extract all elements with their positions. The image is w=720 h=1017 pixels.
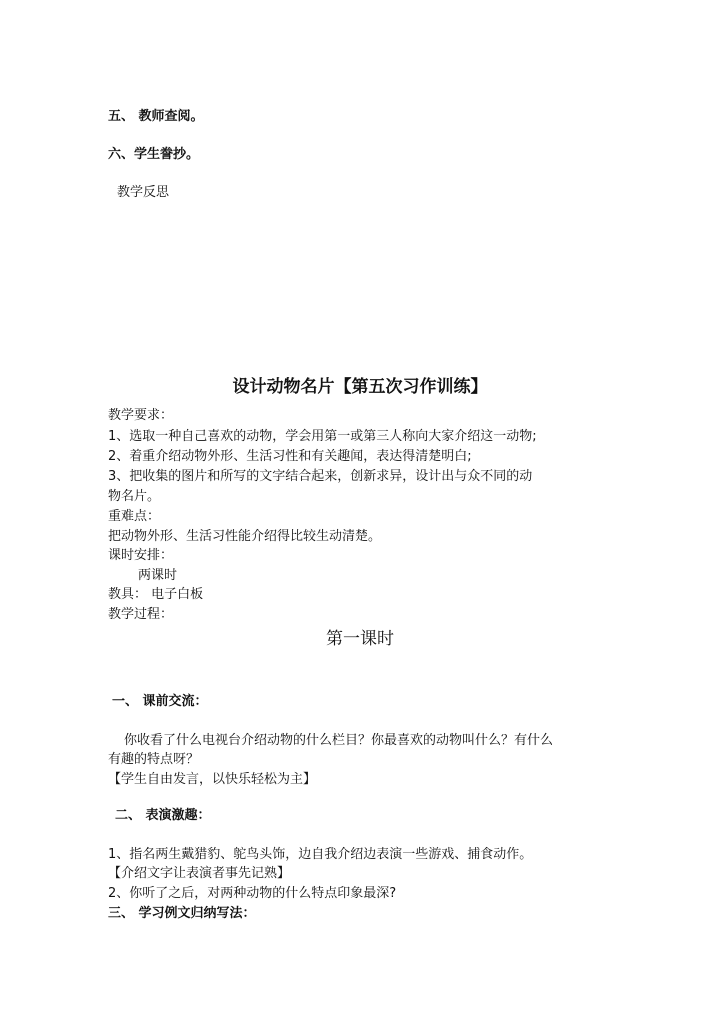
step1-heading: 一、 课前交流： bbox=[112, 694, 208, 709]
step1-text: 有趣的特点呀？ bbox=[108, 752, 200, 767]
page-title: 设计动物名片【第五次习作训练】 bbox=[232, 377, 488, 397]
reflection-label: 教学反思 bbox=[117, 185, 170, 200]
step3-heading: 三、 学习例文归纳写法： bbox=[108, 906, 256, 921]
requirement-item: 2、着重介绍动物外形、生活习性和有关趣闻，表达得清楚明白; bbox=[108, 449, 472, 464]
step2-note: 【介绍文字让表演者事先记熟】 bbox=[108, 866, 291, 881]
key-points-text: 把动物外形、生活习性能介绍得比较生动清楚。 bbox=[108, 529, 382, 544]
requirement-item: 1、选取一种自己喜欢的动物，学会用第一或第三人称向大家介绍这一动物; bbox=[108, 429, 537, 444]
lesson1-title: 第一课时 bbox=[326, 629, 394, 649]
schedule-text: 两课时 bbox=[138, 568, 178, 583]
schedule-label: 课时安排： bbox=[108, 548, 174, 563]
step2-item: 2、你听了之后，对两种动物的什么特点印象最深? bbox=[108, 886, 397, 901]
item-teacher-review: 五、 教师查阅。 bbox=[108, 109, 204, 124]
requirement-item: 3、把收集的图片和所写的文字结合起来，创新求异，设计出与众不同的动 bbox=[108, 469, 533, 484]
requirements-label: 教学要求： bbox=[108, 408, 174, 423]
step2-heading: 二、 表演激趣： bbox=[115, 808, 211, 823]
item-student-copy: 六、学生誊抄。 bbox=[108, 147, 200, 162]
process-label: 教学过程： bbox=[108, 607, 174, 622]
key-points-label: 重难点： bbox=[108, 509, 161, 524]
step1-note: 【学生自由发言，以快乐轻松为主】 bbox=[108, 772, 317, 787]
step1-text: 你收看了什么电视台介绍动物的什么栏目？你最喜欢的动物叫什么？有什么 bbox=[124, 733, 554, 748]
tools-text: 教具： 电子白板 bbox=[108, 587, 204, 602]
step2-item: 1、指名两生戴猎豹、鸵鸟头饰，边自我介绍边表演一些游戏、捕食动作。 bbox=[108, 847, 533, 862]
requirement-item: 物名片。 bbox=[108, 489, 161, 504]
